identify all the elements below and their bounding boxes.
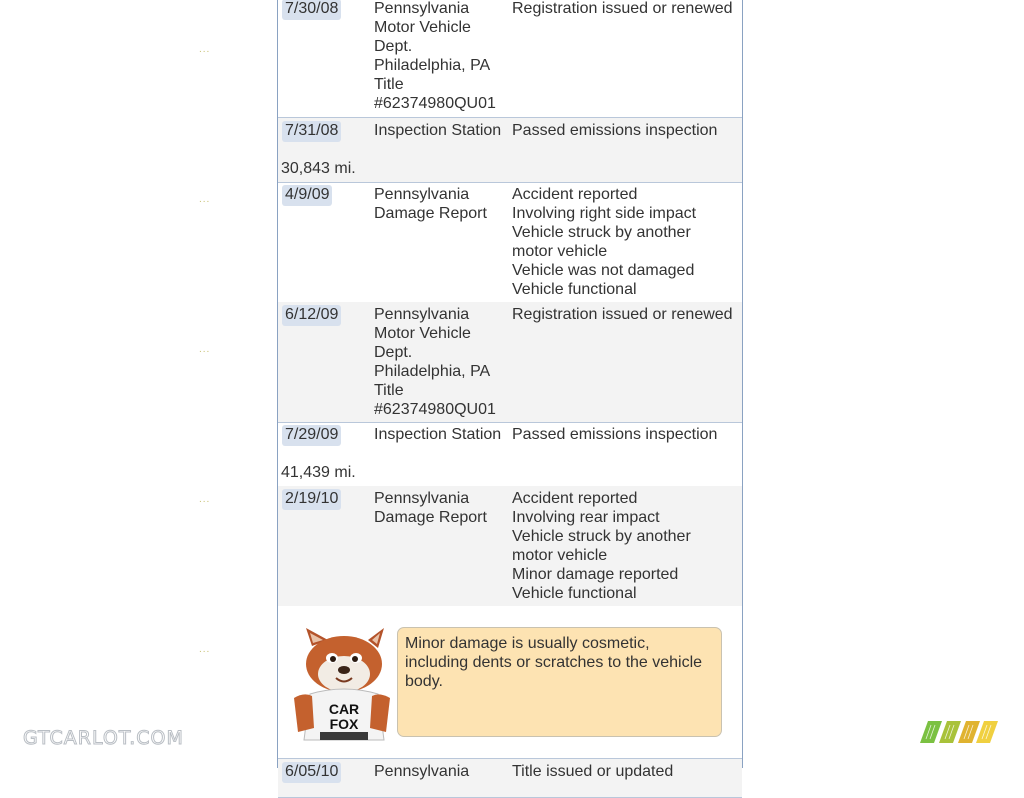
date-badge: 4/9/09 [282, 185, 332, 206]
record-source: Pennsylvania Motor Vehicle Dept. Philadelphia, PA Title #62374980QU01 [374, 0, 496, 112]
history-report-table [277, 0, 743, 780]
odometer-reading: 41,439 mi. [281, 464, 356, 481]
history-row [278, 182, 742, 303]
record-comments: Registration issued or renewed [512, 306, 733, 323]
gutter-marker: ... [199, 344, 211, 355]
gutter-marker: ... [199, 194, 211, 205]
history-row [278, 118, 742, 183]
record-comments: Registration issued or renewed [512, 0, 733, 17]
date-badge: 2/19/10 [282, 489, 341, 510]
date-badge: 6/12/09 [282, 305, 341, 326]
history-row [278, 758, 742, 798]
mascot-shirt-text-1: CAR [328, 701, 360, 717]
record-source: Pennsylvania Damage Report [374, 186, 487, 222]
date-badge: 7/31/08 [282, 121, 341, 142]
history-row [278, 302, 742, 423]
record-comments: Passed emissions inspection [512, 122, 718, 139]
carfox-mascot-icon [294, 628, 390, 740]
date-badge: 6/05/10 [282, 762, 341, 783]
brand-stripes-icon [920, 721, 998, 743]
history-row [278, 486, 742, 607]
gutter-marker: ... [199, 44, 211, 55]
gutter-marker: ... [199, 644, 211, 655]
site-watermark: GTCARLOT.COM [23, 727, 184, 749]
history-row [278, 0, 742, 118]
odometer-reading: 30,843 mi. [281, 160, 356, 177]
history-row [278, 422, 742, 487]
date-badge: 7/29/09 [282, 425, 341, 446]
date-badge: 7/30/08 [282, 0, 341, 20]
record-comments: Title issued or updated [512, 763, 674, 780]
record-comments: Accident reported Involving rear impact Vehicle struck by another motor vehicle Minor damage reported Vehicle functional [512, 490, 691, 602]
record-source: Inspection Station [374, 426, 502, 443]
record-comments: Accident reported Involving right side impact Vehicle struck by another motor vehicle Vehicle was not damaged Vehicle functional [512, 186, 697, 298]
record-source: Inspection Station [374, 122, 502, 139]
record-comments: Passed emissions inspection [512, 426, 718, 443]
tip-callout: Minor damage is usually cosmetic, including dents or scratches to the vehicle body. [397, 627, 722, 737]
record-source: Pennsylvania [374, 763, 470, 780]
mascot-shirt-text-2: FOX [329, 716, 359, 732]
gutter-marker: ... [199, 494, 211, 505]
record-source: Pennsylvania Damage Report [374, 490, 487, 526]
carfox-tip-row [278, 606, 742, 759]
record-source: Pennsylvania Motor Vehicle Dept. Philadelphia, PA Title #62374980QU01 [374, 306, 496, 418]
